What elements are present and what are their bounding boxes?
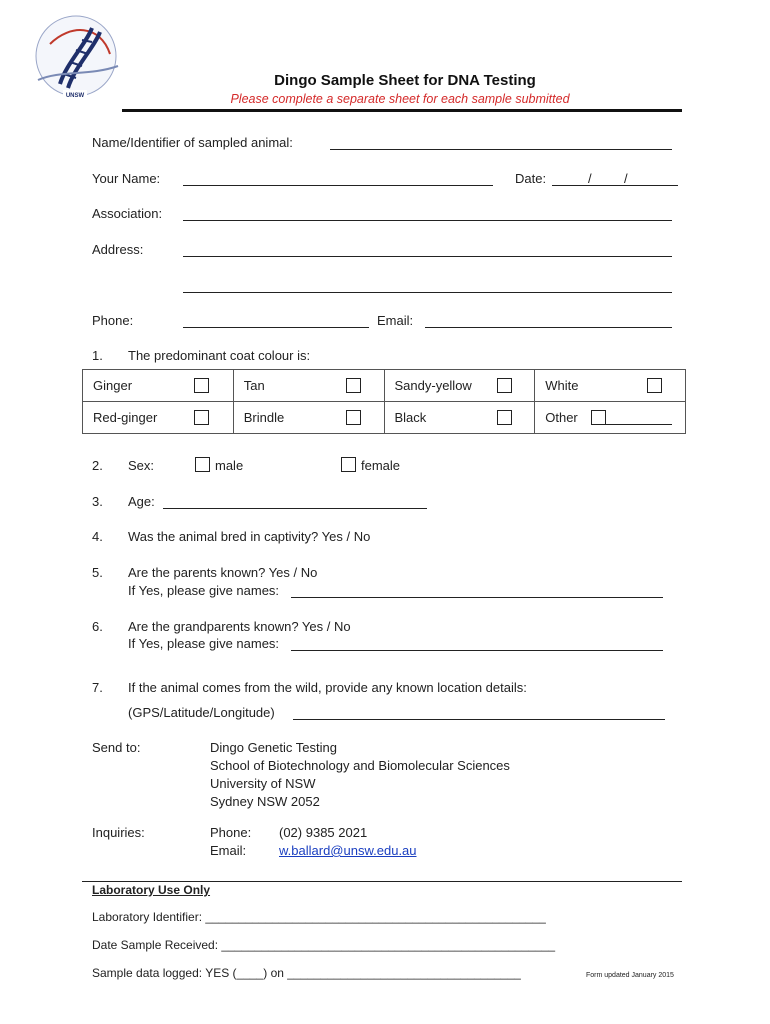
coat-row-2 [83, 402, 686, 434]
email-field[interactable] [425, 327, 672, 328]
coat-row-1 [83, 370, 686, 402]
parents-names-field[interactable] [291, 597, 663, 598]
q5-subtext: If Yes, please give names: [128, 583, 280, 598]
white-checkbox[interactable] [647, 378, 662, 393]
coat-option-sandy-yellow [384, 370, 535, 402]
coat-option-label: Brindle [243, 410, 285, 425]
inquiries-email-label: Email: [210, 843, 247, 858]
other-checkbox[interactable] [591, 410, 606, 425]
coat-option-label: Red-ginger [93, 410, 158, 425]
q3-number: 3. [92, 494, 103, 509]
inquiries-phone-label: Phone: [210, 825, 252, 840]
logo-org-text: UNSW [65, 93, 85, 99]
your-name-field[interactable] [183, 185, 493, 186]
male-checkbox[interactable] [195, 457, 210, 472]
q7-text: If the animal comes from the wild, provide any known location details: [128, 680, 527, 695]
q6-number: 6. [92, 619, 103, 634]
address-field-line-1[interactable] [183, 256, 672, 257]
q7-number: 7. [92, 680, 103, 695]
grandparents-names-field[interactable] [291, 650, 663, 651]
phone-label: Phone: [92, 313, 134, 328]
coat-option-label: Ginger [93, 378, 133, 393]
address-line: School of Biotechnology and Biomolecular Sciences [210, 758, 510, 773]
lab-identifier: Laboratory Identifier: ___________________________________________________ [92, 910, 546, 924]
page-subtitle: Please complete a separate sheet for each sample submitted [230, 92, 570, 106]
q1-number: 1. [92, 348, 103, 363]
coat-option-red-ginger [83, 402, 234, 434]
page-title: Dingo Sample Sheet for DNA Testing [274, 72, 536, 89]
tan-checkbox[interactable] [346, 378, 361, 393]
q4-text: Was the animal bred in captivity? Yes / No [128, 529, 371, 544]
inquiries-label: Inquiries: [92, 825, 145, 840]
other-colour-field[interactable] [606, 424, 672, 425]
q3-text: Age: [128, 494, 155, 509]
coat-option-black [384, 402, 535, 434]
date-sep-2: / [624, 171, 628, 186]
red-ginger-checkbox[interactable] [194, 410, 209, 425]
q6-text: Are the grandparents known? Yes / No [128, 619, 351, 634]
association-label: Association: [92, 206, 163, 221]
inquiries-phone: (02) 9385 2021 [279, 825, 368, 840]
female-label: female [361, 458, 401, 473]
location-field[interactable] [293, 719, 665, 720]
coat-option-label: Sandy-yellow [394, 378, 472, 393]
coat-option-label: White [545, 378, 579, 393]
q4-number: 4. [92, 529, 103, 544]
address-line: Sydney NSW 2052 [210, 794, 320, 809]
coat-option-ginger [83, 370, 234, 402]
ginger-checkbox[interactable] [194, 378, 209, 393]
date-label: Date: [515, 171, 547, 186]
q6-subtext: If Yes, please give names: [128, 636, 280, 651]
address-label: Address: [92, 242, 144, 257]
email-label: Email: [377, 313, 414, 328]
q5-text: Are the parents known? Yes / No [128, 565, 318, 580]
q5-number: 5. [92, 565, 103, 580]
q7-subtext: (GPS/Latitude/Longitude) [128, 705, 275, 720]
form-updated-note: Form updated January 2015 [586, 972, 674, 979]
female-checkbox[interactable] [341, 457, 356, 472]
phone-field[interactable] [183, 327, 369, 328]
coat-option-label: Other [545, 410, 578, 425]
male-label: male [215, 458, 244, 473]
address-field-line-2[interactable] [183, 292, 672, 293]
date-sep-1: / [588, 171, 592, 186]
coat-option-label: Tan [243, 378, 265, 393]
date-field[interactable] [552, 185, 678, 186]
send-to-label: Send to: [92, 740, 141, 755]
q1-text: The predominant coat colour is: [128, 348, 311, 363]
brindle-checkbox[interactable] [346, 410, 361, 425]
header-divider [122, 109, 682, 112]
lab-heading: Laboratory Use Only [92, 883, 211, 897]
coat-option-white [535, 370, 686, 402]
address-line: Dingo Genetic Testing [210, 740, 337, 755]
q2-number: 2. [92, 458, 103, 473]
coat-colour-table [82, 369, 686, 434]
name-label: Name/Identifier of sampled animal: [92, 135, 293, 150]
inquiries-email-link[interactable]: w.ballard@unsw.edu.au [279, 843, 417, 858]
q2-text: Sex: [128, 458, 155, 473]
lab-date-received: Date Sample Received: __________________________________________________ [92, 938, 556, 952]
address-line: University of NSW [210, 776, 316, 791]
lab-data-logged: Sample data logged: YES (____) on ___________________________________ [92, 966, 521, 980]
coat-option-label: Black [394, 410, 427, 425]
sandy-yellow-checkbox[interactable] [497, 378, 512, 393]
black-checkbox[interactable] [497, 410, 512, 425]
age-field[interactable] [163, 508, 427, 509]
lab-divider [82, 881, 682, 882]
association-field[interactable] [183, 220, 672, 221]
name-field[interactable] [330, 149, 672, 150]
coat-option-tan [233, 370, 384, 402]
coat-option-other [535, 402, 686, 434]
coat-option-brindle [233, 402, 384, 434]
your-name-label: Your Name: [92, 171, 161, 186]
